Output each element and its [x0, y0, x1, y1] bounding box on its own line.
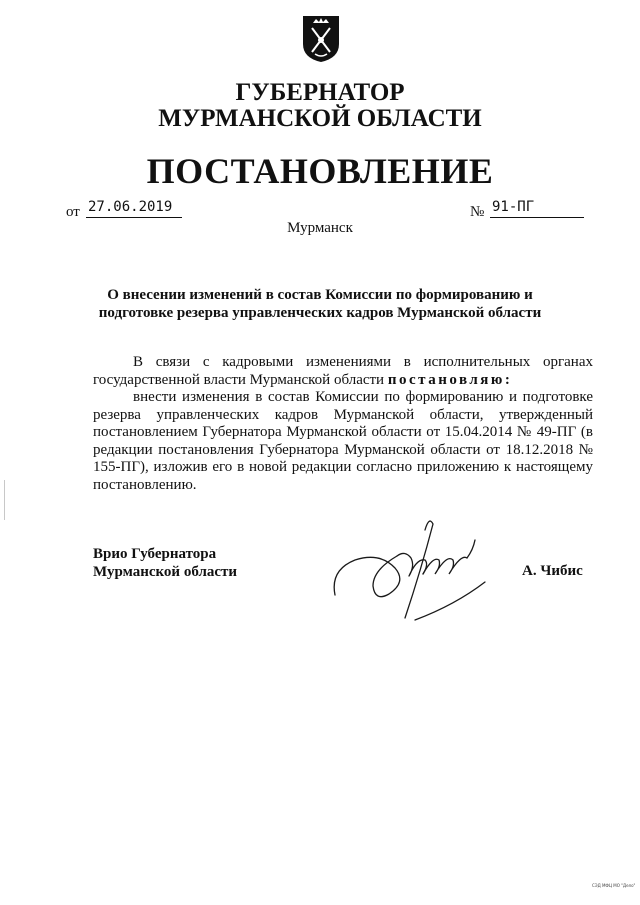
signatory-name: А. Чибис	[522, 563, 583, 579]
handwritten-signature	[325, 510, 495, 625]
paragraph-text: В связи с кадровыми изменениями в исполнительных органах государственной власти Мурманской области	[93, 354, 593, 388]
issuer-title	[0, 80, 640, 132]
margin-mark	[4, 480, 5, 520]
signatory-title	[93, 545, 237, 581]
issuer-line: ГУБЕРНАТОР	[235, 79, 405, 106]
subject-line: подготовке резерва управленческих кадров Мурманской области	[98, 305, 542, 321]
date-value: 27.06.2019	[86, 198, 182, 218]
document-type: ПОСТАНОВЛЕНИЕ	[146, 151, 494, 191]
number-label: №	[470, 204, 485, 220]
subject-line: О внесении изменений в состав Комиссии по формированию и	[107, 287, 533, 303]
signatory-title-line: Мурманской области	[93, 564, 238, 580]
city: Мурманск	[287, 220, 353, 236]
body-paragraph-2: внести изменения в состав Комиссии по формированию и подготовке резерва управленческих кадров Мурманской области, утвержденный постановлением Губернатора Мурманской области от 15.04.2014 № 49-ПГ (в редакции постановления Губернатора Мурманской области от 18.12.2018 № 155-ПГ), изложив его в новой редакции согласно приложению к настоящему постановлению.	[93, 389, 593, 493]
issuer-line: МУРМАНСКОЙ ОБЛАСТИ	[158, 105, 482, 132]
signatory-title-line: Врио Губернатора	[93, 546, 217, 562]
date-label: от	[66, 204, 80, 220]
footer-code: СЭД МФЦ МО "Дело"	[592, 883, 636, 888]
body-paragraph-1	[93, 354, 593, 389]
document-subject	[0, 286, 640, 322]
number-value: 91-ПГ	[490, 198, 584, 218]
coat-of-arms-icon	[301, 14, 341, 64]
resolution-keyword: постановляю:	[387, 371, 513, 388]
